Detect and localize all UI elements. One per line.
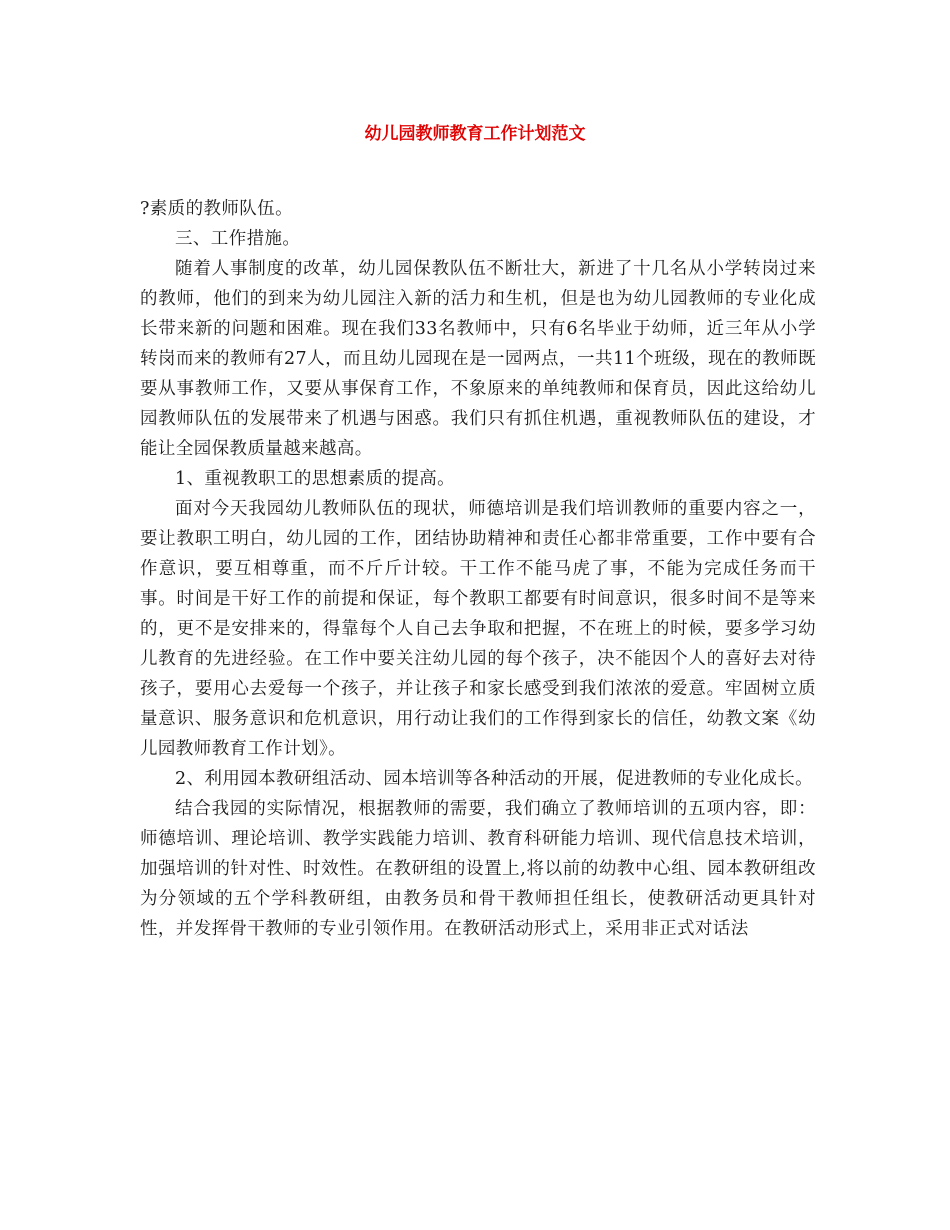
paragraph: 三、工作措施。 <box>175 229 301 249</box>
paragraph: 2、利用园本教研组活动、园本培训等各种活动的开展，促进教师的专业化成长。 <box>175 769 814 789</box>
paragraph: ?素质的教师队伍。 <box>140 199 293 219</box>
paragraph: 面对今天我园幼儿教师队伍的现状，师德培训是我们培训教师的重要内容之一，要让教职工明白，幼儿园的工作，团结协助精神和责任心都非常重要，工作中要有合作意识，要互相尊重，而不斤斤计较。干工作不能马虎了事，不能为完成任务而干事。时间是干好工作的前提和保证，每个教职工都要有时间意识，很多时间不是等来的，更不是安排来的，得靠每个人自己去争取和把握，不在班上的时候，要多学习幼儿教育的先进经验。在工作中要关注幼儿园的每个孩子，决不能因个人的喜好去对待孩子，要用心去爱每一个孩子，并让孩子和家长感受到我们浓浓的爱意。牢固树立质量意识、服务意识和危机意识，用行动让我们的工作得到家长的信任，幼教文案《幼儿园教师教育工作计划》。 <box>140 499 816 759</box>
document-body <box>140 194 816 944</box>
paragraph: 结合我园的实际情况，根据教师的需要，我们确立了教师培训的五项内容，即：师德培训、理论培训、教学实践能力培训、教育科研能力培训、现代信息技术培训，加强培训的针对性、时效性。在教研组的设置上,将以前的幼教中心组、园本教研组改为分领域的五个学科教研组，由教务员和骨干教师担任组长，使教研活动更具针对性，并发挥骨干教师的专业引领作用。在教研活动形式上，采用非正式对话法 <box>140 799 816 939</box>
paragraph: 随着人事制度的改革，幼儿园保教队伍不断壮大，新进了十几名从小学转岗过来的教师，他们的到来为幼儿园注入新的活力和生机，但是也为幼儿园教师的专业化成长带来新的问题和困难。现在我们33名教师中，只有6名毕业于幼师，近三年从小学转岗而来的教师有27人，而且幼儿园现在是一园两点，一共11个班级，现在的教师既要从事教师工作，又要从事保育工作，不象原来的单纯教师和保育员，因此这给幼儿园教师队伍的发展带来了机遇与困惑。我们只有抓住机遇，重视教师队伍的建设，才能让全园保教质量越来越高。 <box>140 259 816 459</box>
document-title: 幼儿园教师教育工作计划范文 <box>364 124 586 144</box>
paragraph: 1、重视教职工的思想素质的提高。 <box>175 469 456 489</box>
